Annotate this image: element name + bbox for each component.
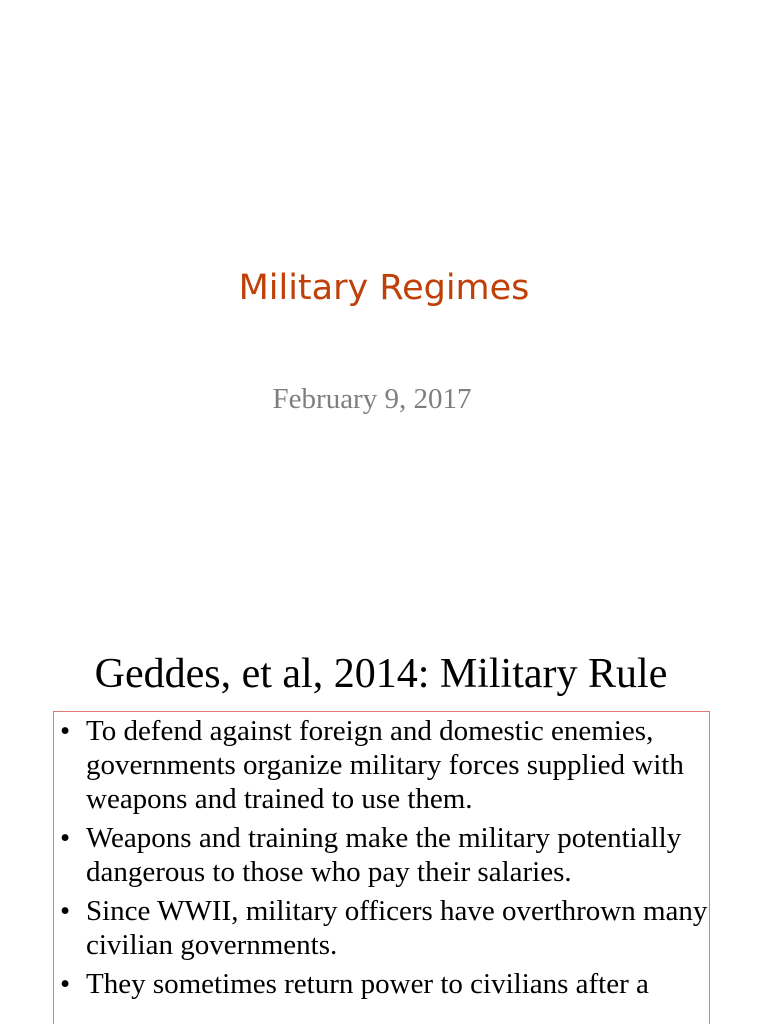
bullet-text-box — [53, 711, 710, 1024]
slide-title: Military Regimes — [238, 268, 530, 308]
bullet-text: Weapons and training make the military potentially dangerous to those who pay their salaries. — [86, 822, 682, 888]
bullet-item — [60, 714, 710, 816]
bullet-text: Since WWII, military officers have overthrown many civilian governments. — [86, 895, 708, 961]
bullet-marker: • — [60, 895, 71, 927]
bullet-item — [60, 967, 710, 1001]
bullet-text: To defend against foreign and domestic enemies, governments organize military forces supplied with weapons and trained to use them. — [86, 715, 684, 815]
bullet-item — [60, 894, 710, 962]
bullet-item — [60, 821, 710, 889]
slide-date: February 9, 2017 — [272, 383, 472, 415]
bullet-list — [60, 714, 710, 1006]
bullet-marker: • — [60, 715, 71, 747]
bullet-marker: • — [60, 968, 71, 1000]
bullet-text: They sometimes return power to civilians after a — [86, 968, 649, 1000]
content-slide-title: Geddes, et al, 2014: Military Rule — [94, 651, 668, 697]
bullet-marker: • — [60, 822, 71, 854]
